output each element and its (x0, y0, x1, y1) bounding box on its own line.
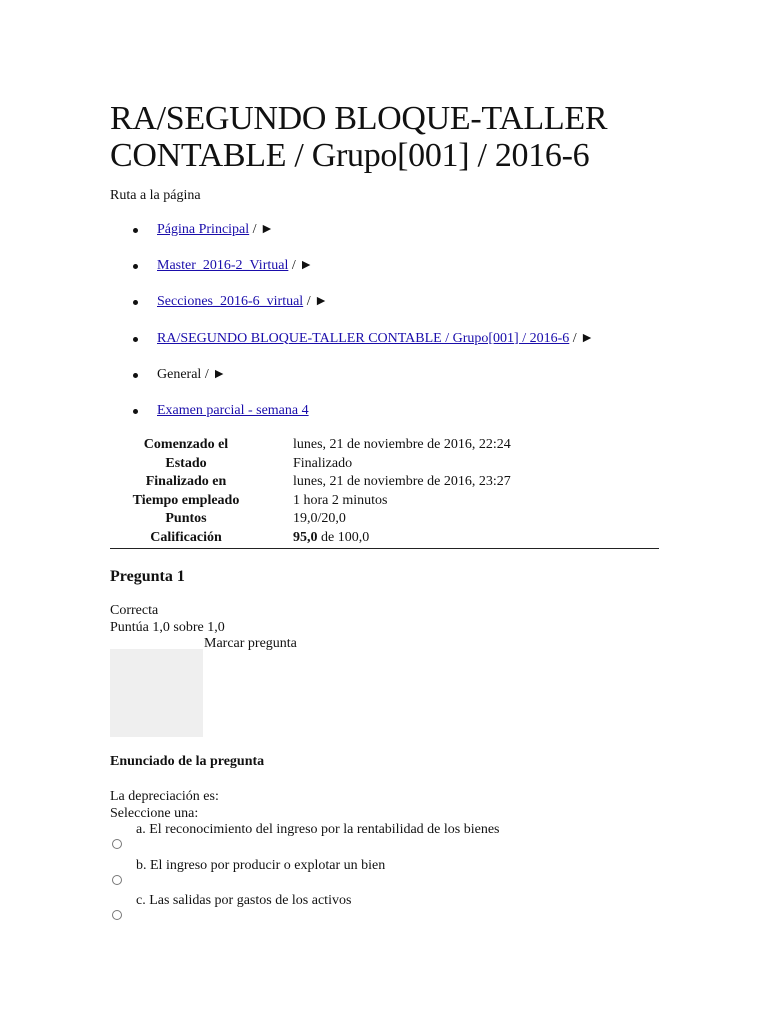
summary-label: Tiempo empleado (132, 492, 240, 508)
bullet-icon (133, 337, 138, 342)
summary-label: Puntos (165, 511, 207, 527)
radio-button-b[interactable] (112, 875, 122, 885)
answer-label-c: c. Las salidas por gastos de los activos (136, 893, 352, 908)
question-info (110, 602, 225, 636)
question-body (110, 788, 219, 822)
summary-value: 1 hora 2 minutos (293, 492, 388, 508)
breadcrumb-item-course (110, 329, 670, 365)
grade-score: 95,0 (293, 529, 318, 545)
breadcrumb-link-home[interactable]: Página Principal (157, 222, 250, 237)
breadcrumb-item-exam (110, 401, 670, 437)
grade-max: de 100,0 (317, 529, 370, 545)
summary-label: Comenzado el (143, 437, 229, 452)
breadcrumb-item-home (110, 220, 670, 256)
summary-value: lunes, 21 de noviembre de 2016, 22:24 (293, 437, 511, 452)
question-status: Correcta (110, 603, 159, 618)
summary-label: Estado (165, 455, 207, 471)
breadcrumb-link-sections[interactable]: Secciones_2016-6_virtual (157, 294, 304, 310)
page-title: RA/SEGUNDO BLOQUE-TALLER CONTABLE / Grupo[001] / 2016-6 (110, 100, 608, 174)
breadcrumb (110, 220, 670, 437)
bullet-icon (133, 409, 138, 414)
breadcrumb-separator: / ► (288, 258, 314, 274)
summary-row-time (110, 492, 659, 511)
bullet-icon (133, 373, 138, 378)
question-text: La depreciación es: (110, 789, 219, 804)
attempt-summary-table (110, 436, 659, 549)
flag-question-link[interactable]: Marcar pregunta (204, 636, 297, 651)
breadcrumb-separator: / ► (249, 222, 274, 237)
radio-button-c[interactable] (112, 910, 122, 920)
question-instruction: Seleccione una: (110, 806, 199, 821)
breadcrumb-link-exam[interactable]: Examen parcial - semana 4 (157, 402, 309, 418)
question-heading: Enunciado de la pregunta (110, 754, 265, 769)
breadcrumb-link-master[interactable]: Master_2016-2_Virtual (157, 258, 289, 274)
radio-button-a[interactable] (112, 839, 122, 849)
summary-value (282, 529, 659, 548)
breadcrumb-separator: / ► (201, 366, 227, 382)
summary-label: Calificación (150, 529, 222, 545)
breadcrumb-separator: / ► (303, 294, 328, 310)
summary-value: lunes, 21 de noviembre de 2016, 23:27 (293, 474, 511, 490)
summary-value: Finalizado (293, 455, 353, 471)
answer-option-b[interactable] (110, 858, 670, 894)
breadcrumb-link-course[interactable]: RA/SEGUNDO BLOQUE-TALLER CONTABLE / Grupo[001] / 2016-6 (157, 330, 570, 346)
breadcrumb-item-master (110, 256, 670, 292)
summary-row-grade (110, 529, 659, 548)
summary-row-points (110, 510, 659, 529)
answer-label-b: b. El ingreso por producir o explotar un bien (136, 857, 386, 873)
summary-row-state (110, 455, 659, 474)
answer-label-a: a. El reconocimiento del ingreso por la rentabilidad de los bienes (136, 822, 500, 837)
question-score: Puntúa 1,0 sobre 1,0 (110, 620, 225, 635)
breadcrumb-text-general: General (157, 366, 202, 382)
answer-option-c[interactable] (110, 893, 670, 929)
summary-row-started (110, 436, 659, 455)
breadcrumb-item-sections (110, 292, 670, 328)
summary-row-finished (110, 473, 659, 492)
page-content (110, 100, 662, 908)
bullet-icon (133, 228, 138, 233)
summary-label: Finalizado en (145, 474, 227, 490)
breadcrumb-item-general (110, 365, 670, 401)
bullet-icon (133, 264, 138, 269)
answer-option-a[interactable] (110, 822, 670, 858)
breadcrumb-separator: / ► (569, 330, 595, 346)
answer-options (110, 822, 670, 929)
question-title: Pregunta 1 (110, 568, 185, 585)
summary-value: 19,0/20,0 (293, 511, 346, 527)
bullet-icon (133, 300, 138, 305)
flag-question-image[interactable] (110, 649, 203, 737)
breadcrumb-heading: Ruta a la página (110, 188, 201, 203)
